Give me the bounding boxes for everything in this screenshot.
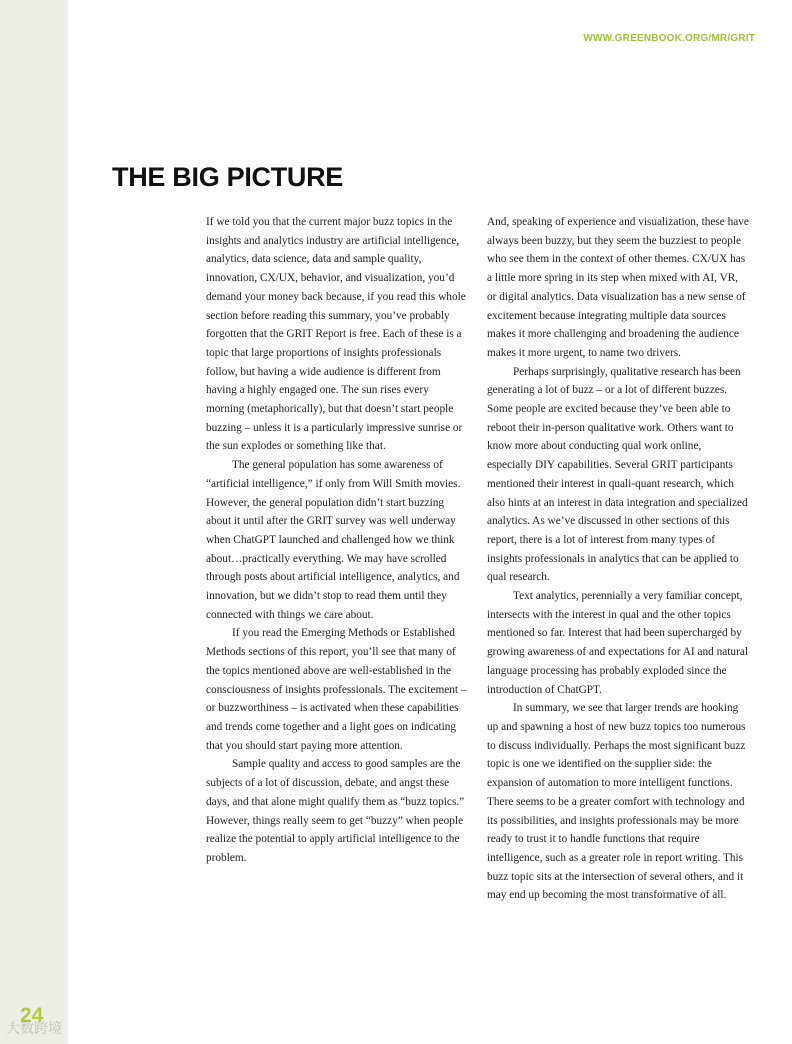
paragraph: Text analytics, perennially a very familiar concept, intersects with the interest in qual and the other topics mentioned so far. Interest that had been supercharged by growing awareness of and expectations for AI and natural language processing has probably exploded since the introduction of ChatGPT.: [487, 590, 748, 696]
paragraph: If we told you that the current major buzz topics in the insights and analytics industry are artificial intelligence, analytics, data science, data and sample quality, innovation, CX/UX, behavior, and visualization, you’d demand your money back because, if you read this whole section before reading this summary, you’ve probably forgotten that the GRIT Report is free. Each of these is a topic that large proportions of insights professionals follow, but having a wide audience is different from having a highly engaged one. The sun rises every morning (metaphorically), but that doesn’t start people buzzing – unless it is a particularly impressive sunrise or the sun explodes or something like that.: [206, 216, 466, 453]
paragraph: If you read the Emerging Methods or Established Methods sections of this report, you’ll see that many of the topics mentioned above are well-established in the consciousness of insights professionals. The excitement – or buzzworthiness – is activated when these capabilities and trends come together and a light goes on indicating that you should start paying more attention.: [206, 627, 467, 752]
page-title: THE BIG PICTURE: [112, 162, 344, 192]
left-column: [206, 213, 468, 868]
left-margin-band: [0, 0, 68, 1044]
paragraph: The general population has some awareness of “artificial intelligence,” if only from Will Smith movies. However, the general population didn’t start buzzing about it until after the GRIT survey was well underway when ChatGPT launched and challenged how we think about…practically everything. We may have scrolled through posts about artificial intelligence, analytics, and innovation, but we didn’t stop to read them until they connected with things we care about.: [206, 459, 461, 621]
right-column: [487, 213, 749, 905]
paragraph: And, speaking of experience and visualization, these have always been buzzy, but they seem the buzziest to people who see them in the context of other themes. CX/UX has a little more spring in its step when mixed with AI, VR, or digital analytics. Data visualization has a new sense of excitement because integrating multiple data sources makes it more challenging and broadening the audience makes it more urgent, to name two drivers.: [487, 216, 749, 359]
paragraph: Perhaps surprisingly, qualitative research has been generating a lot of buzz – or a lot of different buzzes. Some people are excited because they’ve been able to reboot their in-person qualitative work. Others want to know more about conducting qual work online, especially DIY capabilities. Several GRIT participants mentioned their interest in quali-quant research, which also hints at an interest in data integration and specialized analytics. As we’ve discussed in other sections of this report, there is a lot of interest from many types of insights professionals in analytics that can be applied to qual research.: [487, 365, 748, 584]
watermark: 大数跨境: [6, 1021, 62, 1037]
page-number: 24: [20, 1004, 44, 1027]
paragraph: In summary, we see that larger trends are hooking up and spawning a host of new buzz topics too numerous to discuss individually. Perhaps the most significant buzz topic is one we identified on the supplier side: the expansion of automation to more intelligent functions. There seems to be a greater comfort with technology and its possibilities, and insights professionals may be more ready to trust it to handle functions that require intelligence, such as a greater role in report writing. This buzz topic sits at the intersection of several others, and it may end up becoming the most transformative of all.: [487, 702, 746, 902]
header-url[interactable]: WWW.GREENBOOK.ORG/MR/GRIT: [583, 33, 755, 44]
paragraph: Sample quality and access to good samples are the subjects of a lot of discussion, debate, and angst these days, and that alone might qualify them as “buzz topics.” However, things really seem to get “buzzy” when people realize the potential to apply artificial intelligence to the problem.: [206, 758, 465, 864]
